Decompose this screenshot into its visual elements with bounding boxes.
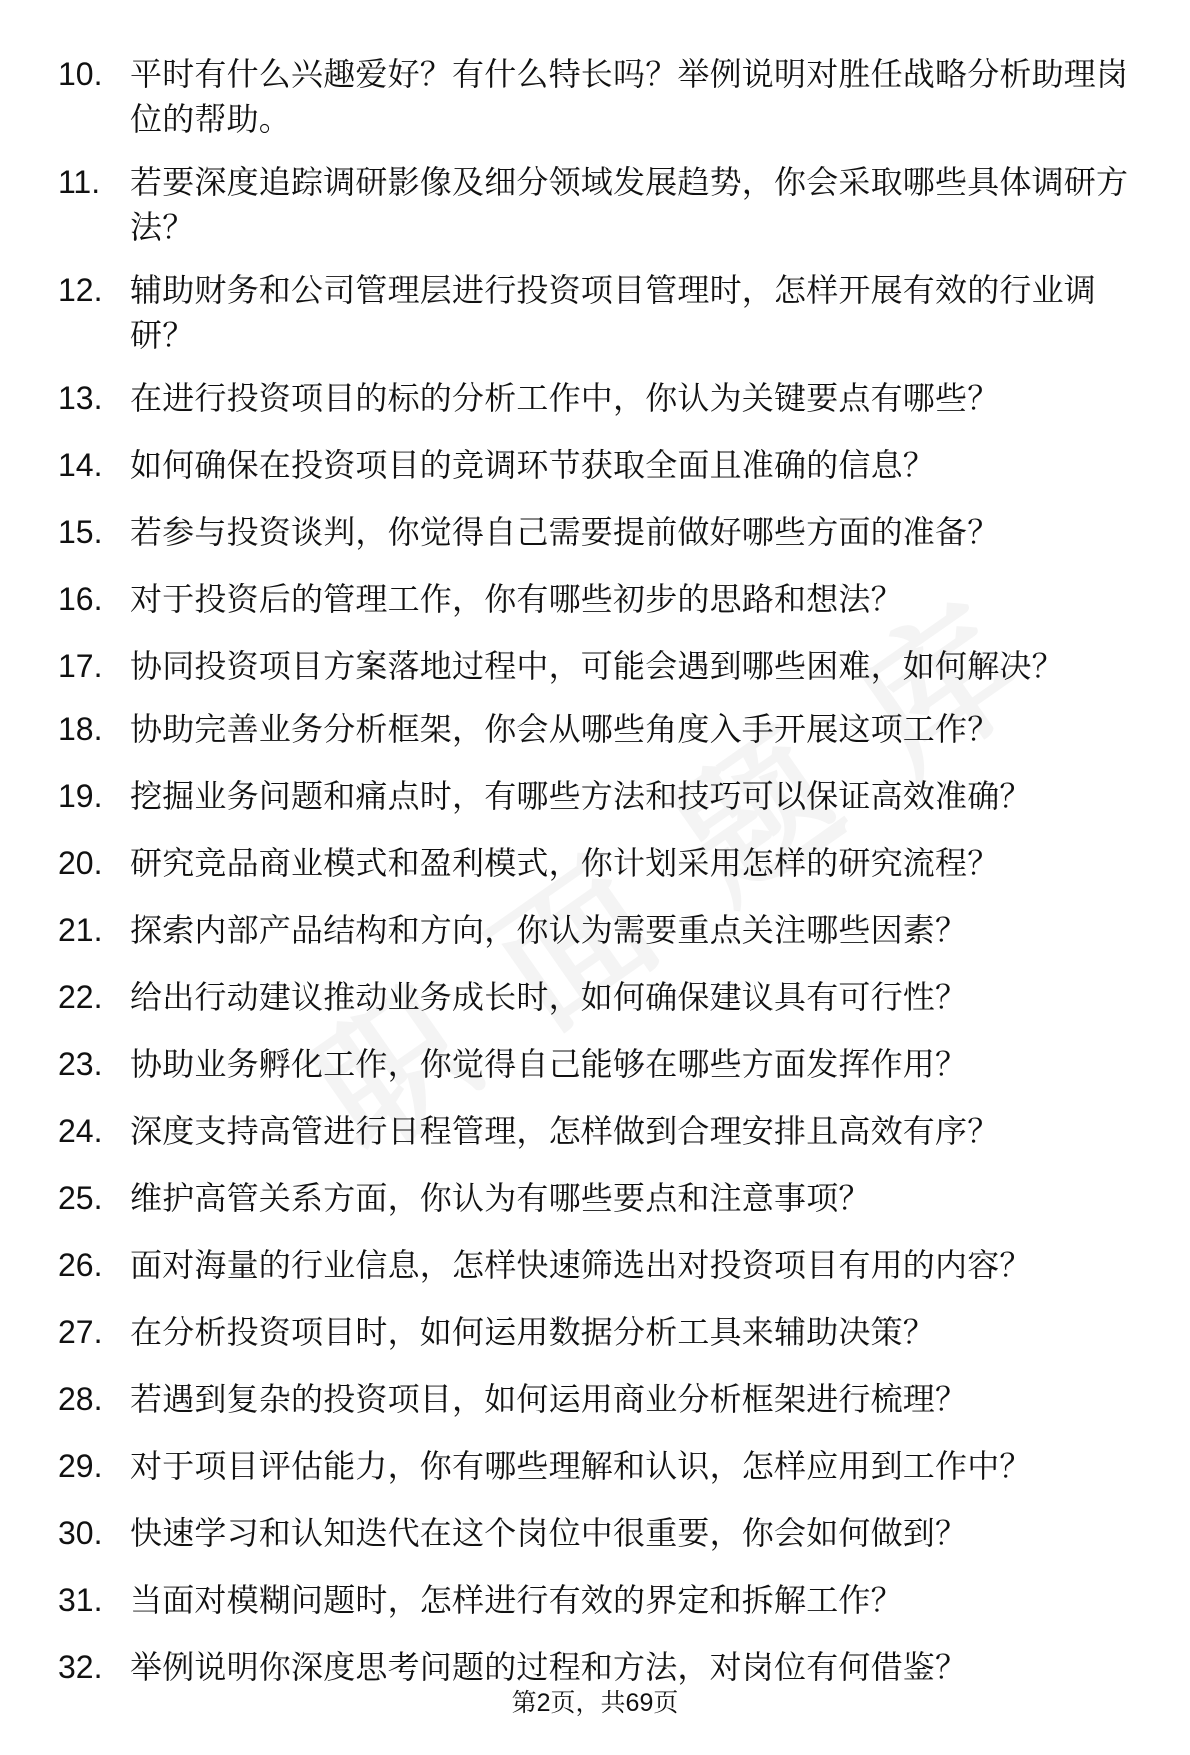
question-item xyxy=(58,443,1148,488)
question-item xyxy=(58,707,1148,752)
question-item xyxy=(58,268,1148,358)
question-text: 在进行投资项目的标的分析工作中，你认为关键要点有哪些？ xyxy=(130,379,1000,417)
question-text: 举例说明你深度思考问题的过程和方法，对岗位有何借鉴？ xyxy=(130,1648,968,1686)
question-number: 22. xyxy=(58,979,103,1015)
question-number: 27. xyxy=(58,1314,103,1350)
question-item xyxy=(58,376,1148,421)
question-list xyxy=(58,52,1148,1712)
question-number: 29. xyxy=(58,1448,103,1484)
question-text: 快速学习和认知迭代在这个岗位中很重要，你会如何做到？ xyxy=(130,1514,968,1552)
question-item xyxy=(58,52,1148,142)
question-text: 对于投资后的管理工作，你有哪些初步的思路和想法？ xyxy=(130,580,903,618)
question-item xyxy=(58,1310,1148,1355)
question-number: 28. xyxy=(58,1381,103,1417)
question-number: 30. xyxy=(58,1515,103,1551)
question-number: 20. xyxy=(58,845,103,881)
question-text: 面对海量的行业信息，怎样快速筛选出对投资项目有用的内容？ xyxy=(130,1246,1032,1284)
question-item xyxy=(58,160,1148,250)
question-text: 给出行动建议推动业务成长时，如何确保建议具有可行性？ xyxy=(130,978,968,1016)
question-item xyxy=(58,644,1148,689)
question-number: 19. xyxy=(58,778,103,814)
question-text: 协助业务孵化工作，你觉得自己能够在哪些方面发挥作用？ xyxy=(130,1045,968,1083)
question-item xyxy=(58,1042,1148,1087)
question-item xyxy=(58,1243,1148,1288)
question-text: 当面对模糊问题时，怎样进行有效的界定和拆解工作？ xyxy=(130,1581,903,1619)
question-text: 若要深度追踪调研影像及细分领域发展趋势，你会采取哪些具体调研方法？ xyxy=(130,163,1129,246)
question-item xyxy=(58,510,1148,555)
question-number: 21. xyxy=(58,912,103,948)
question-number: 13. xyxy=(58,380,103,416)
question-item xyxy=(58,1578,1148,1623)
question-text: 辅助财务和公司管理层进行投资项目管理时，怎样开展有效的行业调研？ xyxy=(130,271,1097,354)
question-number: 31. xyxy=(58,1582,103,1618)
question-number: 25. xyxy=(58,1180,103,1216)
question-item xyxy=(58,841,1148,886)
question-number: 11. xyxy=(58,164,101,200)
question-text: 探索内部产品结构和方向，你认为需要重点关注哪些因素？ xyxy=(130,911,968,949)
question-number: 12. xyxy=(58,272,103,308)
question-number: 32. xyxy=(58,1649,103,1685)
question-number: 14. xyxy=(58,447,103,483)
question-item xyxy=(58,1109,1148,1154)
question-number: 16. xyxy=(58,581,103,617)
question-number: 10. xyxy=(58,56,103,92)
question-text: 协助完善业务分析框架，你会从哪些角度入手开展这项工作？ xyxy=(130,710,1000,748)
question-item xyxy=(58,1377,1148,1422)
question-number: 23. xyxy=(58,1046,103,1082)
question-text: 若遇到复杂的投资项目，如何运用商业分析框架进行梳理？ xyxy=(130,1380,968,1418)
question-number: 17. xyxy=(58,648,103,684)
page-footer: 第2页，共69页 xyxy=(511,1689,679,1717)
question-item xyxy=(58,975,1148,1020)
question-text: 平时有什么兴趣爱好？有什么特长吗？举例说明对胜任战略分析助理岗位的帮助。 xyxy=(130,55,1129,138)
question-number: 18. xyxy=(58,711,103,747)
question-item xyxy=(58,577,1148,622)
question-text: 若参与投资谈判，你觉得自己需要提前做好哪些方面的准备？ xyxy=(130,513,1000,551)
question-text: 深度支持高管进行日程管理，怎样做到合理安排且高效有序？ xyxy=(130,1112,1000,1150)
question-item xyxy=(58,774,1148,819)
question-item xyxy=(58,1444,1148,1489)
question-text: 协同投资项目方案落地过程中，可能会遇到哪些困难，如何解决？ xyxy=(130,647,1064,685)
question-text: 在分析投资项目时，如何运用数据分析工具来辅助决策？ xyxy=(130,1313,936,1351)
question-text: 挖掘业务问题和痛点时，有哪些方法和技巧可以保证高效准确？ xyxy=(130,777,1032,815)
question-item xyxy=(58,1176,1148,1221)
question-text: 如何确保在投资项目的竞调环节获取全面且准确的信息？ xyxy=(130,446,936,484)
question-text: 研究竞品商业模式和盈利模式，你计划采用怎样的研究流程？ xyxy=(130,844,1000,882)
question-item xyxy=(58,908,1148,953)
question-number: 24. xyxy=(58,1113,103,1149)
question-number: 15. xyxy=(58,514,103,550)
question-item xyxy=(58,1511,1148,1556)
question-text: 维护高管关系方面，你认为有哪些要点和注意事项？ xyxy=(130,1179,871,1217)
question-text: 对于项目评估能力，你有哪些理解和认识，怎样应用到工作中？ xyxy=(130,1447,1032,1485)
question-number: 26. xyxy=(58,1247,103,1283)
